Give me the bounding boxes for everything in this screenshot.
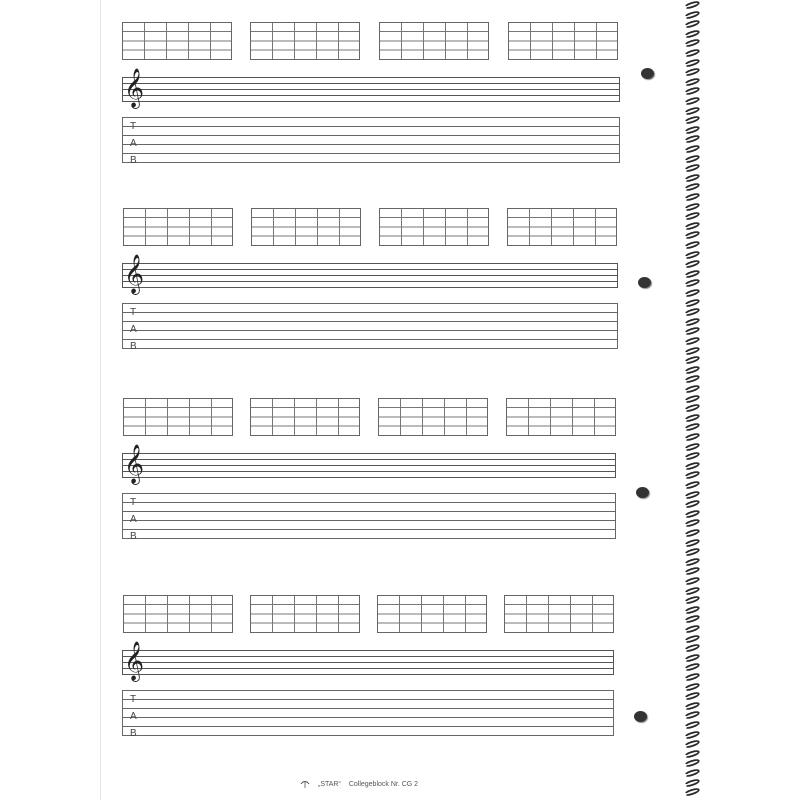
spiral-coil — [683, 345, 700, 356]
spiral-coil — [683, 403, 700, 414]
spiral-coil — [683, 528, 700, 539]
spiral-coil — [683, 720, 700, 731]
chord-diagram — [250, 22, 360, 60]
spiral-coil — [683, 201, 700, 212]
spiral-coil — [683, 259, 700, 270]
spiral-coil — [683, 624, 700, 635]
staff-line — [122, 465, 616, 466]
spiral-coil — [683, 604, 700, 615]
treble-clef-icon: 𝄞 — [124, 68, 145, 108]
staff-barline — [122, 77, 123, 102]
spiral-coil — [683, 508, 700, 519]
spiral-coil — [683, 662, 700, 673]
spiral-coil — [683, 393, 700, 404]
tab-line — [122, 135, 620, 136]
tab-line — [122, 529, 616, 530]
spiral-coil — [683, 288, 700, 299]
tab-line — [122, 153, 620, 154]
spiral-coil — [683, 432, 700, 443]
staff-line — [122, 83, 620, 84]
tab-line — [122, 321, 618, 322]
spiral-coil — [683, 230, 700, 241]
spiral-coil — [683, 460, 700, 471]
spiral-coil — [683, 672, 700, 683]
spiral-coil — [683, 643, 700, 654]
spiral-coil — [683, 0, 700, 10]
spiral-coil — [683, 163, 700, 174]
chord-diagram — [506, 398, 616, 436]
tab-letter: B — [130, 155, 137, 166]
tab-staff — [122, 690, 614, 739]
tab-line — [122, 493, 616, 494]
staff-line — [122, 95, 620, 96]
spiral-coil — [683, 364, 700, 375]
punch-hole-icon — [634, 711, 647, 722]
chord-diagram — [123, 595, 233, 633]
spiral-coil — [683, 710, 700, 721]
staff-line — [122, 89, 620, 90]
staff-barline — [617, 263, 618, 288]
tab-letter: A — [130, 138, 137, 149]
staff-line — [122, 275, 618, 276]
spiral-coil — [683, 249, 700, 260]
spiral-coil — [683, 316, 700, 327]
tab-letter: A — [130, 711, 137, 722]
tab-line — [122, 717, 614, 718]
tab-barline — [619, 117, 620, 163]
spiral-coil — [683, 9, 700, 20]
treble-clef-icon: 𝄞 — [124, 641, 145, 681]
spiral-coil — [683, 422, 700, 433]
punch-hole-icon — [638, 277, 651, 288]
chord-diagram — [123, 398, 233, 436]
spiral-coil — [683, 681, 700, 692]
spiral-coil — [683, 172, 700, 183]
tab-line — [122, 502, 616, 503]
chord-diagram — [122, 22, 232, 60]
tab-barline — [122, 493, 123, 539]
star-logo-icon — [300, 779, 310, 789]
staff-line — [122, 459, 616, 460]
spiral-coil — [683, 518, 700, 529]
spiral-coil — [683, 86, 700, 97]
staff-line — [122, 650, 614, 651]
staff-line — [122, 477, 616, 478]
spiral-coil — [683, 153, 700, 164]
spiral-binding-icon — [684, 0, 704, 800]
spiral-coil — [683, 441, 700, 452]
tab-letter: B — [130, 728, 137, 739]
chord-diagram — [504, 595, 614, 633]
spiral-coil — [683, 556, 700, 567]
tab-letter: T — [130, 694, 137, 705]
spiral-coil — [683, 124, 700, 135]
spiral-coil — [683, 787, 700, 798]
tab-barline — [615, 493, 616, 539]
chord-diagram — [250, 595, 360, 633]
spiral-coil — [683, 211, 700, 222]
punch-hole-icon — [641, 68, 654, 79]
spiral-coil — [683, 76, 700, 87]
staff-line — [122, 662, 614, 663]
tab-line — [122, 708, 614, 709]
staff-line — [122, 668, 614, 669]
tab-barline — [122, 303, 123, 349]
spiral-coil — [683, 19, 700, 30]
tab-staff — [122, 117, 620, 166]
staff-line — [122, 263, 618, 264]
spiral-coil — [683, 38, 700, 49]
punch-hole-icon — [636, 487, 649, 498]
staff-line — [122, 101, 620, 102]
tab-line — [122, 303, 618, 304]
spiral-coil — [683, 739, 700, 750]
spiral-coil — [683, 326, 700, 337]
spiral-coil — [683, 470, 700, 481]
spiral-coil — [683, 48, 700, 59]
tab-line — [122, 126, 620, 127]
staff-line — [122, 269, 618, 270]
spiral-coil — [683, 268, 700, 279]
chord-diagram — [377, 595, 487, 633]
tab-letter: T — [130, 497, 137, 508]
staff-barline — [122, 453, 123, 478]
spiral-coil — [683, 768, 700, 779]
tab-barline — [617, 303, 618, 349]
staff-line — [122, 453, 616, 454]
staff-line — [122, 471, 616, 472]
spiral-coil — [683, 652, 700, 663]
tab-letter: A — [130, 514, 137, 525]
tab-letter: B — [130, 341, 137, 352]
spiral-coil — [683, 96, 700, 107]
tab-line — [122, 699, 614, 700]
tab-barline — [613, 690, 614, 736]
spiral-coil — [683, 374, 700, 385]
spiral-coil — [683, 192, 700, 203]
chord-diagram — [250, 398, 360, 436]
spiral-coil — [683, 182, 700, 193]
tab-line — [122, 348, 618, 349]
music-staff — [122, 254, 618, 294]
tab-line — [122, 726, 614, 727]
tab-line — [122, 690, 614, 691]
spiral-coil — [683, 595, 700, 606]
spiral-coil — [683, 451, 700, 462]
spiral-coil — [683, 115, 700, 126]
spiral-coil — [683, 633, 700, 644]
spiral-coil — [683, 566, 700, 577]
spiral-coil — [683, 105, 700, 116]
spiral-coil — [683, 758, 700, 769]
tab-staff — [122, 303, 618, 352]
staff-barline — [619, 77, 620, 102]
staff-line — [122, 77, 620, 78]
tab-line — [122, 339, 618, 340]
spiral-coil — [683, 777, 700, 788]
treble-clef-icon: 𝄞 — [124, 444, 145, 484]
spiral-coil — [683, 67, 700, 78]
spiral-coil — [683, 28, 700, 39]
chord-diagram — [251, 208, 361, 246]
spiral-coil — [683, 576, 700, 587]
spiral-coil — [683, 297, 700, 308]
staff-barline — [122, 263, 123, 288]
spiral-coil — [683, 537, 700, 548]
music-staff — [122, 68, 620, 108]
spiral-coil — [683, 585, 700, 596]
tab-line — [122, 162, 620, 163]
staff-line — [122, 287, 618, 288]
tab-barline — [122, 117, 123, 163]
spiral-coil — [683, 278, 700, 289]
footer-product: Collegeblock Nr. CG 2 — [348, 780, 419, 788]
tab-barline — [122, 690, 123, 736]
spiral-coil — [683, 134, 700, 145]
spiral-coil — [683, 700, 700, 711]
spiral-coil — [683, 240, 700, 251]
staff-line — [122, 656, 614, 657]
spiral-coil — [683, 57, 700, 68]
spiral-coil — [683, 547, 700, 558]
spiral-coil — [683, 614, 700, 625]
spiral-coil — [683, 144, 700, 155]
staff-barline — [615, 453, 616, 478]
tab-staff — [122, 493, 616, 542]
staff-line — [122, 674, 614, 675]
spiral-coil — [683, 384, 700, 395]
chord-diagram — [507, 208, 617, 246]
spiral-coil — [683, 691, 700, 702]
chord-diagram — [508, 22, 618, 60]
staff-barline — [613, 650, 614, 675]
footer — [300, 776, 418, 792]
tab-line — [122, 735, 614, 736]
spiral-coil — [683, 412, 700, 423]
spiral-coil — [683, 355, 700, 366]
tab-letter: T — [130, 121, 137, 132]
tab-letter: T — [130, 307, 137, 318]
tab-line — [122, 511, 616, 512]
tab-line — [122, 144, 620, 145]
tab-letter: A — [130, 324, 137, 335]
music-staff — [122, 641, 614, 681]
tab-letter: B — [130, 531, 137, 542]
spiral-coil — [683, 489, 700, 500]
tab-line — [122, 538, 616, 539]
spiral-coil — [683, 748, 700, 759]
footer-brand: „STAR“ — [318, 780, 341, 788]
tab-line — [122, 330, 618, 331]
tab-line — [122, 117, 620, 118]
chord-diagram — [379, 208, 489, 246]
spiral-coil — [683, 729, 700, 740]
chord-diagram — [378, 398, 488, 436]
treble-clef-icon: 𝄞 — [124, 254, 145, 294]
spiral-coil — [683, 480, 700, 491]
tab-line — [122, 520, 616, 521]
spiral-coil — [683, 220, 700, 231]
spiral-coil — [683, 336, 700, 347]
staff-line — [122, 281, 618, 282]
staff-barline — [122, 650, 123, 675]
spiral-coil — [683, 307, 700, 318]
chord-diagram — [123, 208, 233, 246]
tab-line — [122, 312, 618, 313]
chord-diagram — [379, 22, 489, 60]
music-staff — [122, 444, 616, 484]
spiral-coil — [683, 499, 700, 510]
